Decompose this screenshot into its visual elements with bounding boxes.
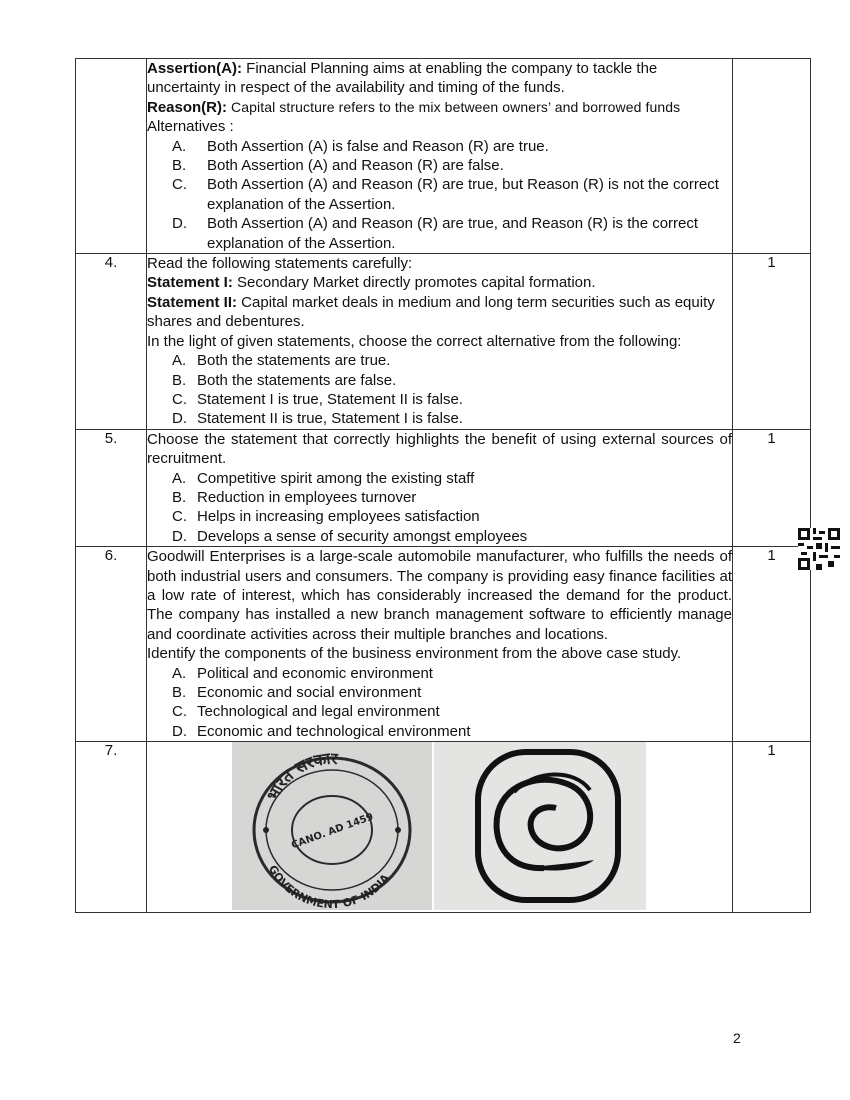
question-row-7 xyxy=(76,742,811,913)
option-c: C. Technological and legal environment xyxy=(172,703,440,721)
page-number: 2 xyxy=(733,1030,741,1046)
question-body xyxy=(147,429,733,546)
question-row-5 xyxy=(76,429,811,546)
option-d: D. Both Assertion (A) and Reason (R) are true, and Reason (R) is the correct explanation of the Assertion. xyxy=(172,215,699,252)
reason-text: Capital structure refers to the mix between owners’ and borrowed funds xyxy=(227,98,681,115)
option-b: B. Reduction in employees turnover xyxy=(172,488,417,506)
question-number: 5. xyxy=(76,429,147,546)
svg-text:GOVERNMENT OF INDIA xyxy=(266,863,393,910)
question-prompt: Choose the statement that correctly highlights the benefit of using external sources of recruitment. xyxy=(147,430,732,468)
question-body xyxy=(147,742,733,913)
question-intro: Read the following statements carefully: xyxy=(147,255,413,273)
reason xyxy=(147,98,732,117)
question-row-6 xyxy=(76,547,811,742)
seal-bottom-text: GOVERNMENT OF INDIA xyxy=(265,863,393,911)
question-number: 4. xyxy=(76,254,147,430)
option-a: A. Both Assertion (A) is false and Reason (R) are true. xyxy=(172,137,549,155)
option-b: B. Both the statements are false. xyxy=(172,371,397,389)
assertion xyxy=(147,59,732,98)
options-list xyxy=(147,664,732,742)
question-body xyxy=(147,254,733,430)
seal-mid-text: CANO. AD 1459 xyxy=(290,811,375,852)
question-body xyxy=(147,547,733,742)
question-number xyxy=(76,59,147,254)
question-marks: 1 xyxy=(733,254,811,430)
question-marks xyxy=(733,59,811,254)
option-d: D. Develops a sense of security amongst employees xyxy=(172,527,528,545)
option-b: B. Economic and social environment xyxy=(172,684,422,701)
question-table xyxy=(75,58,811,913)
question-row-4 xyxy=(76,254,811,430)
options-list xyxy=(147,137,732,253)
question-prompt: In the light of given statements, choose the correct alternative from the following: xyxy=(147,332,682,350)
option-c: C. Statement I is true, Statement II is false. xyxy=(172,390,463,408)
option-d: D. Statement II is true, Statement I is false. xyxy=(172,410,463,428)
swirl-logo-image xyxy=(434,742,646,910)
seal-top-text: भारत सरकार xyxy=(262,748,338,804)
option-a: A. Competitive spirit among the existing staff xyxy=(172,469,475,487)
options-list xyxy=(147,351,732,429)
question-marks: 1 xyxy=(733,547,811,742)
seal-image xyxy=(232,742,432,910)
question-number: 6. xyxy=(76,547,147,742)
option-a: A. Political and economic environment xyxy=(172,664,433,682)
statement-2: Statement II: Capital market deals in medium and long term securities such as equity shares and debentures. xyxy=(147,293,715,331)
case-study-text: Goodwill Enterprises is a large-scale automobile manufacturer, who fulfills the needs of both industrial users and consumers. The company is providing easy finance facilities at a low rate of interest, which has considerably increased the demand for the product. The company has installed a new branch management software to efficiently manage and coordinate activities across their multiple branches and locations. xyxy=(147,548,732,643)
option-d: D. Economic and technological environment xyxy=(172,722,471,740)
question-number: 7. xyxy=(76,742,147,913)
question-body xyxy=(147,59,733,254)
logo-images xyxy=(147,742,732,912)
government-seal-icon xyxy=(232,742,432,910)
question-marks: 1 xyxy=(733,429,811,546)
option-c: C. Both Assertion (A) and Reason (R) are true, but Reason (R) is not the correct explanation of the Assertion. xyxy=(172,176,719,213)
question-marks: 1 xyxy=(733,742,811,913)
question-row-3 xyxy=(76,59,811,254)
reason-label: Reason(R): xyxy=(147,98,228,116)
alternatives-label: Alternatives : xyxy=(147,118,234,136)
option-a: A. Both the statements are true. xyxy=(172,352,391,370)
option-b: B. Both Assertion (A) and Reason (R) are false. xyxy=(172,157,504,175)
statement-1: Statement I: Secondary Market directly promotes capital formation. xyxy=(147,274,596,292)
assertion-text: Financial Planning aims at enabling the company to tackle the uncertainty in respect of the availability and timing of the funds. xyxy=(147,60,658,97)
option-c: C. Helps in increasing employees satisfaction xyxy=(172,508,480,526)
options-list xyxy=(147,469,732,547)
question-prompt: Identify the components of the business environment from the above case study. xyxy=(147,645,682,663)
qr-code-icon xyxy=(798,528,840,570)
swirl-logo-icon xyxy=(434,742,646,910)
assertion-label: Assertion(A): xyxy=(147,60,243,77)
